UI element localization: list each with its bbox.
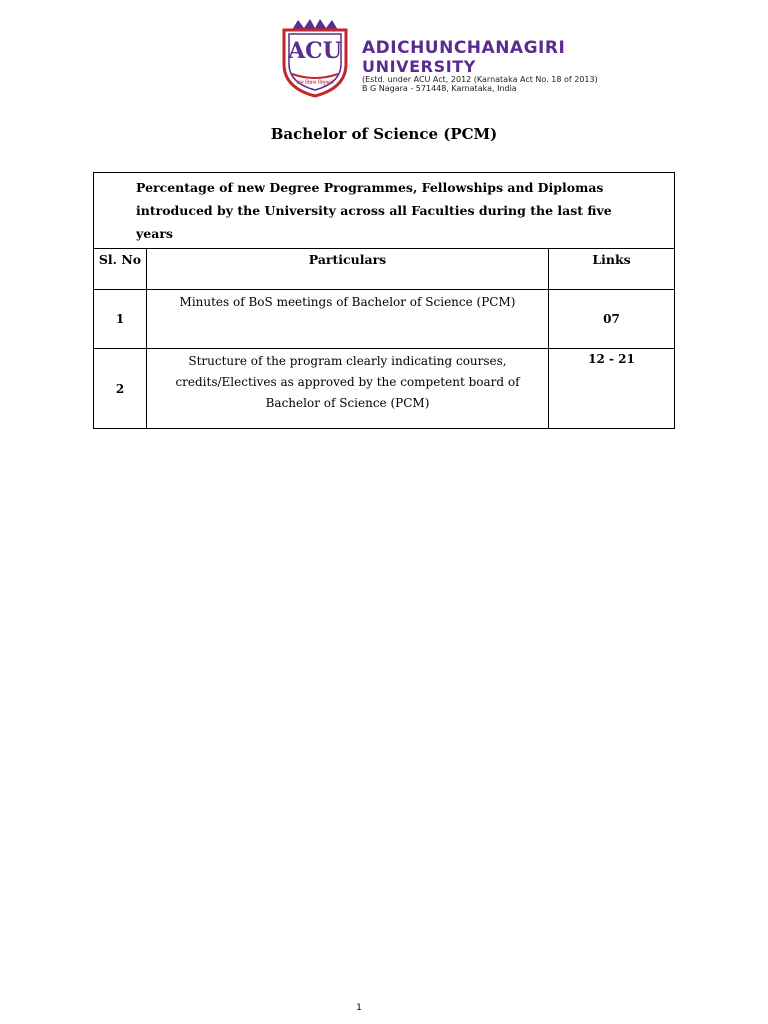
university-logo xyxy=(278,18,352,98)
establishment-note: (Estd. under ACU Act, 2012 (Karnataka Act No. 18 of 2013) xyxy=(362,75,598,84)
university-name-line1: ADICHUNCHANAGIRI xyxy=(362,38,566,58)
logo-letters: ACU xyxy=(288,38,342,64)
column-header-particulars: Particulars xyxy=(147,249,549,290)
university-name-line2: UNIVERSITY xyxy=(362,57,476,76)
university-header xyxy=(278,18,638,98)
column-header-sl-no: Sl. No xyxy=(94,249,147,290)
row-particulars: Minutes of BoS meetings of Bachelor of Science (PCM) xyxy=(147,290,549,349)
row-sl-no: 1 xyxy=(94,290,147,349)
document-title: Bachelor of Science (PCM) xyxy=(270,125,498,143)
logo-motto: ज्ञान विज्ञान विमुक्तये xyxy=(296,80,334,86)
table-caption: Percentage of new Degree Programmes, Fellowships and Diplomas introduced by the University across all Faculties during the last five years xyxy=(94,173,675,249)
row-particulars: Structure of the program clearly indicating courses, credits/Electives as approved by the competent board of Bachelor of Science (PCM) xyxy=(147,349,549,429)
row-links[interactable]: 07 xyxy=(549,290,675,349)
page-number: 1 xyxy=(356,1003,362,1013)
table-row xyxy=(94,290,675,349)
table-row xyxy=(94,349,675,429)
row-sl-no: 2 xyxy=(94,349,147,429)
column-header-links: Links xyxy=(549,249,675,290)
programme-table xyxy=(93,172,675,429)
university-address: B G Nagara - 571448, Karnataka, India xyxy=(362,84,517,93)
row-links[interactable]: 12 - 21 xyxy=(549,349,675,429)
